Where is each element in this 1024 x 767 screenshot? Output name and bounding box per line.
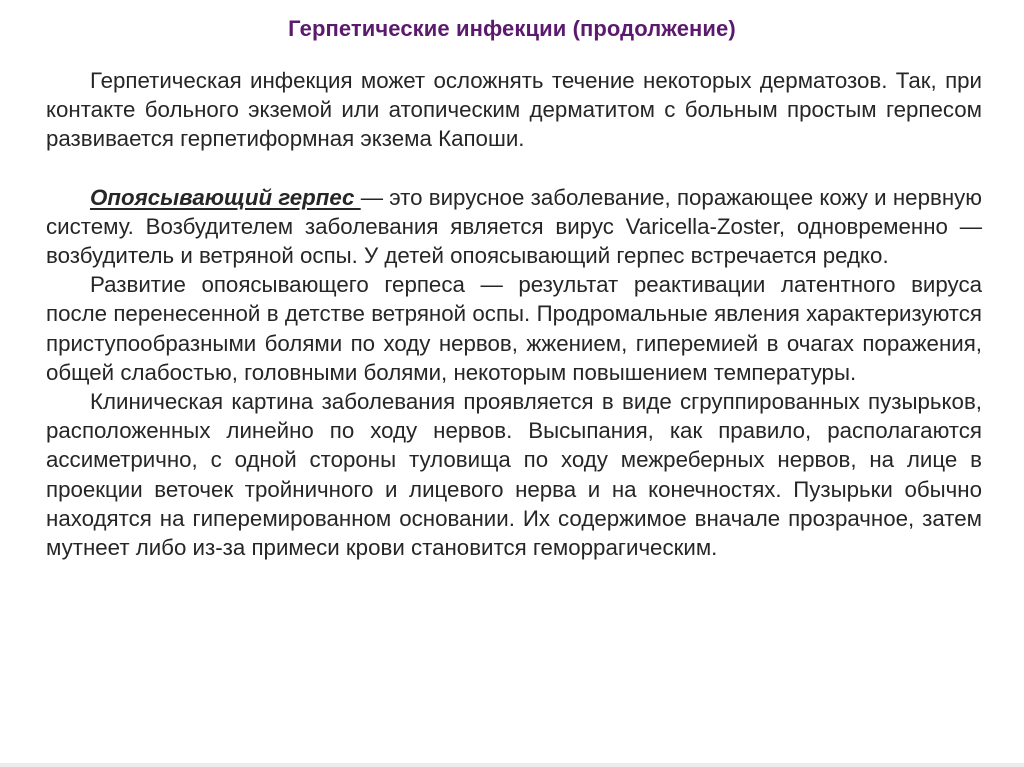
shingles-definition-text: — это вирусное заболевание, поражающее кожу и нервную систему. Возбудителем заболевания является вирус Varicella-Zoster, одновременно — возбудитель и ветряной оспы. У детей опоясывающий герпес встречается редко. [46, 184, 983, 269]
paragraph-clinical-picture: Клиническая картина заболевания проявляется в виде сгруппированных пузырьков, расположенных линейно по ходу нервов. Высыпания, как правило, располагаются ассиметрично, с одной стороны туловища по ходу межреберных нервов, на лице в проекции веточек тройничного и лицевого нерва и на конечностях. Пузырьки обычно находятся на гиперемированном основании. Их содержимое вначале прозрачное, затем мутнеет либо из-за примеси крови становится геморрагическим. [46, 389, 982, 561]
slide-title: Герпетические инфекции (продолжение) [288, 16, 736, 41]
slide-body [46, 66, 982, 562]
paragraph-shingles-definition [46, 183, 982, 271]
paragraph-shingles-development: Развитие опоясывающего герпеса — результат реактивации латентного вируса после перенесенной в детстве ветряной оспы. Продромальные явления характеризуются приступообразными болями по ходу нервов, жжением, гиперемией в очагах поражения, общей слабостью, головными болями, некоторым повышением температуры. [46, 272, 982, 385]
bottom-divider [0, 763, 1024, 767]
paragraph-herpetic-infection: Герпетическая инфекция может осложнять течение некоторых дерматозов. Так, при контакте больного экземой или атопическим дерматитом с больным простым герпесом развивается герпетиформная экзема Капоши. [46, 68, 982, 152]
term-shingles: Опоясывающий герпес [90, 184, 361, 210]
